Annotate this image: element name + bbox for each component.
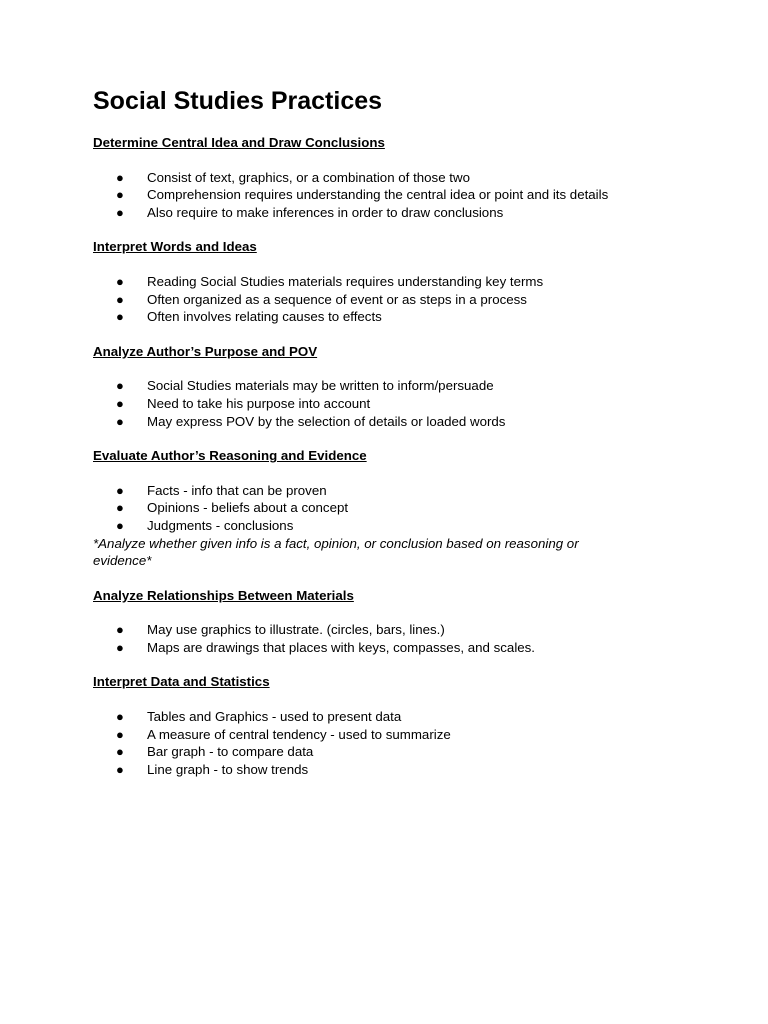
list-item-text: Comprehension requires understanding the central idea or point and its details bbox=[147, 187, 609, 203]
list-item bbox=[93, 273, 693, 291]
section-heading: Determine Central Idea and Draw Conclusions bbox=[93, 135, 385, 150]
bullet-list bbox=[93, 482, 693, 535]
section-heading: Evaluate Author’s Reasoning and Evidence bbox=[93, 448, 367, 464]
list-item-text: Also require to make inferences in order to draw conclusions bbox=[147, 204, 504, 220]
bullet-dot-icon: ● bbox=[116, 273, 124, 289]
page-title: Social Studies Practices bbox=[93, 87, 383, 115]
bullet-dot-icon: ● bbox=[116, 187, 124, 203]
section bbox=[93, 238, 693, 325]
list-item-text: Often organized as a sequence of event or as steps in a process bbox=[147, 291, 527, 307]
bullet-list bbox=[93, 273, 693, 326]
list-item bbox=[93, 377, 693, 395]
bullet-dot-icon: ● bbox=[116, 395, 124, 411]
list-item-text: Tables and Graphics - used to present data bbox=[147, 709, 402, 725]
bullet-dot-icon: ● bbox=[116, 639, 124, 655]
list-item bbox=[93, 621, 693, 639]
bullet-list bbox=[93, 169, 693, 222]
section-heading: Interpret Words and Ideas bbox=[93, 239, 257, 255]
list-item-text: Consist of text, graphics, or a combination of those two bbox=[147, 169, 470, 185]
sections-container bbox=[93, 134, 693, 778]
bullet-dot-icon: ● bbox=[116, 291, 124, 307]
bullet-dot-icon: ● bbox=[116, 169, 124, 185]
list-item-text: Need to take his purpose into account bbox=[147, 395, 371, 411]
bullet-list bbox=[93, 708, 693, 778]
section-heading: Analyze Relationships Between Materials bbox=[93, 587, 354, 603]
list-item-text: Opinions - beliefs about a concept bbox=[147, 500, 349, 516]
list-item-text: Bar graph - to compare data bbox=[147, 744, 314, 760]
bullet-dot-icon: ● bbox=[116, 726, 124, 742]
list-item bbox=[93, 499, 693, 517]
bullet-dot-icon: ● bbox=[116, 413, 124, 429]
list-item bbox=[93, 395, 693, 413]
list-item-text: Line graph - to show trends bbox=[147, 761, 309, 777]
list-item bbox=[93, 186, 693, 204]
list-item-text: Often involves relating causes to effects bbox=[147, 309, 382, 325]
list-item bbox=[93, 482, 693, 500]
section bbox=[93, 673, 693, 778]
list-item bbox=[93, 726, 693, 744]
bullet-dot-icon: ● bbox=[116, 309, 124, 325]
list-item-text: Judgments - conclusions bbox=[147, 517, 294, 533]
list-item-text: Facts - info that can be proven bbox=[147, 482, 327, 498]
bullet-list bbox=[93, 621, 693, 656]
list-item bbox=[93, 308, 693, 326]
bullet-dot-icon: ● bbox=[116, 622, 124, 638]
section-heading: Interpret Data and Statistics bbox=[93, 674, 270, 690]
list-item bbox=[93, 639, 693, 657]
bullet-dot-icon: ● bbox=[116, 761, 124, 777]
list-item bbox=[93, 708, 693, 726]
bullet-dot-icon: ● bbox=[116, 204, 124, 220]
bullet-dot-icon: ● bbox=[116, 482, 124, 498]
section bbox=[93, 343, 693, 430]
section bbox=[93, 134, 693, 221]
list-item bbox=[93, 761, 693, 779]
section bbox=[93, 447, 693, 570]
section bbox=[93, 587, 693, 657]
bullet-list bbox=[93, 377, 693, 430]
list-item bbox=[93, 204, 693, 222]
list-item-text: May use graphics to illustrate. (circles, bars, lines.) bbox=[147, 622, 445, 638]
list-item bbox=[93, 517, 693, 535]
list-item bbox=[93, 413, 693, 431]
list-item bbox=[93, 291, 693, 309]
document-page bbox=[93, 84, 693, 778]
list-item-text: Social Studies materials may be written to inform/persuade bbox=[147, 378, 494, 394]
list-item-text: Reading Social Studies materials requires understanding key terms bbox=[147, 273, 544, 289]
section-note: *Analyze whether given info is a fact, opinion, or conclusion based on reasoning or evidence* bbox=[93, 535, 579, 569]
list-item-text: May express POV by the selection of details or loaded words bbox=[147, 413, 506, 429]
list-item bbox=[93, 169, 693, 187]
list-item-text: A measure of central tendency - used to summarize bbox=[147, 726, 451, 742]
bullet-dot-icon: ● bbox=[116, 744, 124, 760]
bullet-dot-icon: ● bbox=[116, 378, 124, 394]
bullet-dot-icon: ● bbox=[116, 709, 124, 725]
section-heading: Analyze Author’s Purpose and POV bbox=[93, 343, 318, 359]
bullet-dot-icon: ● bbox=[116, 500, 124, 516]
bullet-dot-icon: ● bbox=[116, 517, 124, 533]
list-item-text: Maps are drawings that places with keys, compasses, and scales. bbox=[147, 639, 536, 655]
list-item bbox=[93, 743, 693, 761]
